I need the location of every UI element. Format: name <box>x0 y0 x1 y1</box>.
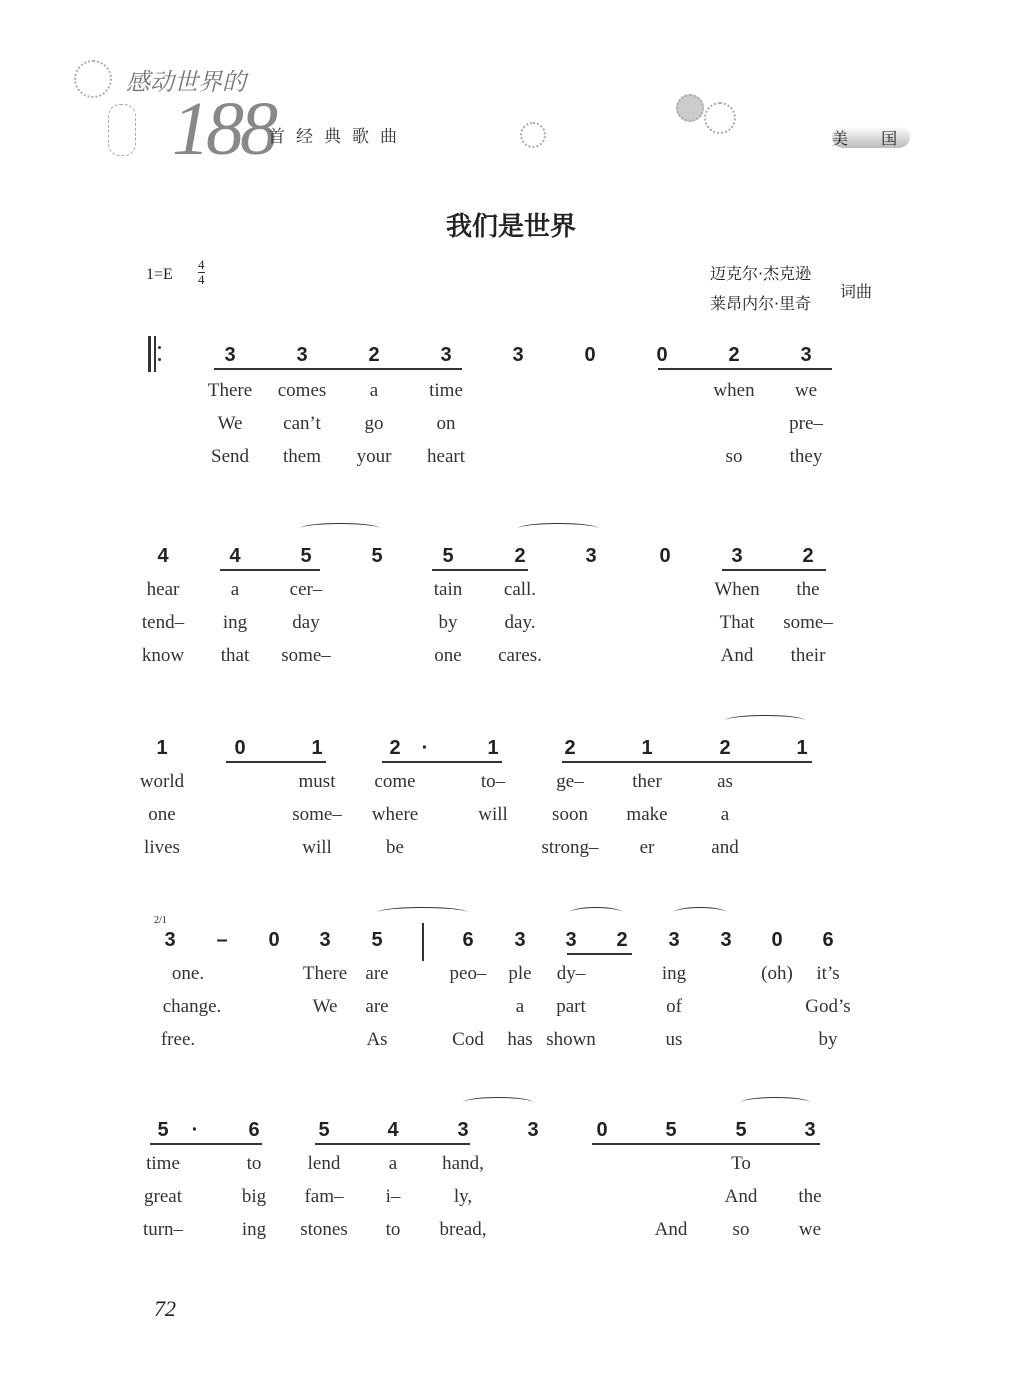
lyric-word: ing <box>661 963 687 984</box>
country-label: 美 国 <box>832 126 910 148</box>
lyric-word: God’s <box>805 996 851 1017</box>
lyric-word: strong– <box>541 837 599 858</box>
lyric-word: know <box>141 645 185 666</box>
lyric-word: shown <box>546 1029 596 1050</box>
lyric-word: bread, <box>439 1219 487 1240</box>
lyric-word: so <box>732 1219 750 1240</box>
lyric-word: to <box>385 1219 401 1240</box>
key-signature: 1=E <box>146 266 173 283</box>
lyric-word: er <box>639 837 655 858</box>
jianpu-note: · <box>421 737 429 759</box>
lyric-word: one. <box>171 963 205 984</box>
lyric-word: fam– <box>304 1186 344 1207</box>
jianpu-note: 4 <box>387 1119 399 1141</box>
jianpu-note: 6 <box>248 1119 260 1141</box>
series-subtitle: 首经典歌曲 <box>268 127 408 147</box>
lyric-word: some– <box>783 612 833 633</box>
sunflower-illustration-icon <box>74 60 112 98</box>
jianpu-note: 2 <box>564 737 576 759</box>
flower-decoration-icon <box>520 122 546 148</box>
lyric-word: ther <box>632 771 662 792</box>
lyric-word: There <box>302 963 348 984</box>
lyric-word: will <box>302 837 332 858</box>
lyric-word: by <box>438 612 458 633</box>
jianpu-note: 5 <box>371 545 383 567</box>
lyric-word: lives <box>144 837 180 858</box>
beam-underline <box>562 761 812 763</box>
lyric-word: We <box>312 996 338 1017</box>
lyric-word: (oh) <box>761 963 793 984</box>
lyric-word: your <box>356 446 392 467</box>
beam-underline <box>432 569 528 571</box>
jianpu-note: 3 <box>731 545 743 567</box>
slur-arc <box>300 523 380 534</box>
lyric-word: a <box>720 804 730 825</box>
jianpu-note: 2 <box>389 737 401 759</box>
beam-underline <box>220 569 320 571</box>
lyric-word: hear <box>146 579 180 600</box>
lyric-word: it’s <box>816 963 840 984</box>
lyric-word: as <box>717 771 733 792</box>
lyric-word: hand, <box>442 1153 484 1174</box>
lyric-word: world <box>139 771 185 792</box>
jianpu-note: 3 <box>527 1119 539 1141</box>
jianpu-note: 3 <box>319 929 331 951</box>
lyric-word: the <box>796 579 820 600</box>
jianpu-note: 3 <box>224 344 236 366</box>
lyric-word: stones <box>300 1219 348 1240</box>
lyric-word: when <box>713 380 755 401</box>
lyric-word: time <box>429 380 463 401</box>
lyric-word: of <box>666 996 682 1017</box>
jianpu-note: 4 <box>157 545 169 567</box>
lyric-word: ge– <box>556 771 584 792</box>
jianpu-note: 3 <box>565 929 577 951</box>
lyric-word: we <box>794 380 818 401</box>
time-signature <box>198 258 205 287</box>
jianpu-note: 1 <box>311 737 323 759</box>
jianpu-note: 3 <box>800 344 812 366</box>
jianpu-note: 2 <box>368 344 380 366</box>
jianpu-note: 6 <box>462 929 474 951</box>
lyric-word: comes <box>277 380 327 401</box>
lyric-word: us <box>665 1029 683 1050</box>
jianpu-note: 0 <box>268 929 280 951</box>
time-signature-top: 4 <box>198 257 205 272</box>
series-number: 188 <box>172 87 274 171</box>
lyric-word: To <box>731 1153 751 1174</box>
volta-marking: 2/1 <box>154 915 167 926</box>
lyric-word: day <box>292 612 320 633</box>
lyric-word: lend <box>307 1153 341 1174</box>
lyric-word: make <box>626 804 668 825</box>
lyric-word: so <box>725 446 743 467</box>
lyric-word: big <box>241 1186 267 1207</box>
lyric-word: And <box>720 645 754 666</box>
lyric-word: must <box>298 771 336 792</box>
credit-role: 词曲 <box>840 282 873 301</box>
jianpu-note: · <box>191 1119 199 1141</box>
lyric-word: on <box>436 413 456 434</box>
time-signature-bottom: 4 <box>198 272 205 287</box>
lyric-word: Cod <box>452 1029 484 1050</box>
lyric-word: pre– <box>789 413 823 434</box>
slur-arc <box>463 1097 533 1108</box>
lyric-word: great <box>144 1186 182 1207</box>
lyric-word: by <box>818 1029 838 1050</box>
lyric-word: ple <box>508 963 532 984</box>
slur-arc <box>377 907 468 918</box>
page-number: 72 <box>154 1296 176 1321</box>
lyric-word: Send <box>211 446 249 467</box>
lyric-word: And <box>654 1219 688 1240</box>
lyric-word: to– <box>480 771 506 792</box>
lyric-word: go <box>364 413 384 434</box>
jianpu-note: 1 <box>641 737 653 759</box>
jianpu-note: 3 <box>804 1119 816 1141</box>
jianpu-note: 5 <box>157 1119 169 1141</box>
beam-underline <box>658 368 832 370</box>
lyric-word: come <box>374 771 416 792</box>
jianpu-note: 2 <box>802 545 814 567</box>
jianpu-note: 2 <box>514 545 526 567</box>
lyric-word: to <box>246 1153 262 1174</box>
beam-underline <box>226 761 326 763</box>
jianpu-note: 3 <box>668 929 680 951</box>
lyric-word: can’t <box>283 413 321 434</box>
lyric-word: free. <box>160 1029 196 1050</box>
jianpu-note: 3 <box>457 1119 469 1141</box>
jianpu-note: 0 <box>596 1119 608 1141</box>
lyric-word: and <box>711 837 739 858</box>
jianpu-note: 3 <box>514 929 526 951</box>
lyric-word: a <box>369 380 379 401</box>
lyric-word: heart <box>427 446 465 467</box>
flower-decoration-icon <box>704 102 736 134</box>
slur-arc <box>518 523 598 534</box>
lyric-word: cares. <box>498 645 542 666</box>
jianpu-note: 5 <box>371 929 383 951</box>
lyric-word: time <box>146 1153 180 1174</box>
composer-1: 迈克尔·杰克逊 <box>710 264 812 283</box>
lyric-word: tain <box>433 579 463 600</box>
beam-underline <box>592 1143 820 1145</box>
jianpu-note: 0 <box>656 344 668 366</box>
lyric-word: change. <box>162 996 222 1017</box>
jianpu-note: 5 <box>735 1119 747 1141</box>
lyric-word: that <box>220 645 250 666</box>
beam-underline <box>214 368 462 370</box>
lyric-word: soon <box>552 804 588 825</box>
lyric-word: part <box>556 996 586 1017</box>
repeat-sign <box>148 336 162 372</box>
lyric-word: them <box>283 446 321 467</box>
jianpu-note: 1 <box>796 737 808 759</box>
lyric-word: That <box>719 612 755 633</box>
lyric-word: There <box>207 380 253 401</box>
jianpu-note: 0 <box>659 545 671 567</box>
lyric-word: one <box>148 804 176 825</box>
lyric-word: ly, <box>453 1186 473 1207</box>
lyric-word: are <box>365 963 389 984</box>
beam-underline <box>315 1143 470 1145</box>
jianpu-note: 5 <box>442 545 454 567</box>
jianpu-note: 1 <box>156 737 168 759</box>
lyric-word: some– <box>281 645 331 666</box>
jianpu-note: 3 <box>512 344 524 366</box>
jianpu-note: 3 <box>720 929 732 951</box>
barline <box>422 923 424 961</box>
lyric-word: day. <box>504 612 536 633</box>
lyric-word: tend– <box>141 612 185 633</box>
slur-arc <box>570 907 622 918</box>
lyric-word: turn– <box>142 1219 184 1240</box>
cartoon-character-illustration-icon <box>108 104 136 156</box>
jianpu-note: 6 <box>822 929 834 951</box>
jianpu-note: 3 <box>164 929 176 951</box>
lyric-word: ing <box>222 612 248 633</box>
jianpu-note: 3 <box>296 344 308 366</box>
lyric-word: And <box>724 1186 758 1207</box>
jianpu-note: 3 <box>585 545 597 567</box>
jianpu-note: 2 <box>728 344 740 366</box>
lyric-word: We <box>217 413 243 434</box>
lyric-word: where <box>371 804 419 825</box>
lyric-word: a <box>515 996 525 1017</box>
jianpu-note: 0 <box>584 344 596 366</box>
series-title: 感动世界的 <box>126 68 246 96</box>
lyric-word: dy– <box>556 963 586 984</box>
jianpu-note: – <box>216 929 228 951</box>
lyric-word: ing <box>241 1219 267 1240</box>
lyric-word: will <box>478 804 508 825</box>
slur-arc <box>674 907 726 918</box>
flower-decoration-icon <box>676 94 704 122</box>
lyric-word: one <box>434 645 462 666</box>
lyric-word: has <box>507 1029 533 1050</box>
composer-2: 莱昂内尔·里奇 <box>710 294 812 313</box>
lyric-word: we <box>798 1219 822 1240</box>
jianpu-note: 1 <box>487 737 499 759</box>
lyric-word: a <box>388 1153 398 1174</box>
lyric-word: are <box>365 996 389 1017</box>
jianpu-note: 5 <box>318 1119 330 1141</box>
lyric-word: they <box>789 446 823 467</box>
beam-underline <box>150 1143 262 1145</box>
beam-underline <box>722 569 826 571</box>
jianpu-note: 0 <box>234 737 246 759</box>
jianpu-note: 2 <box>616 929 628 951</box>
lyric-word: be <box>386 837 404 858</box>
jianpu-note: 5 <box>300 545 312 567</box>
lyric-word: When <box>714 579 760 600</box>
jianpu-note: 0 <box>771 929 783 951</box>
lyric-word: cer– <box>289 579 323 600</box>
lyric-word: the <box>798 1186 822 1207</box>
lyric-word: i– <box>385 1186 401 1207</box>
beam-underline <box>567 953 632 955</box>
lyric-word: some– <box>292 804 342 825</box>
lyric-word: their <box>790 645 826 666</box>
lyric-word: a <box>230 579 240 600</box>
song-title: 我们是世界 <box>445 212 576 242</box>
jianpu-note: 2 <box>719 737 731 759</box>
jianpu-note: 4 <box>229 545 241 567</box>
jianpu-note: 3 <box>440 344 452 366</box>
lyric-word: peo– <box>449 963 487 984</box>
slur-arc <box>725 715 805 726</box>
lyric-word: call. <box>503 579 537 600</box>
slur-arc <box>741 1097 810 1108</box>
jianpu-note: 5 <box>665 1119 677 1141</box>
lyric-word: As <box>366 1029 388 1050</box>
beam-underline <box>382 761 502 763</box>
